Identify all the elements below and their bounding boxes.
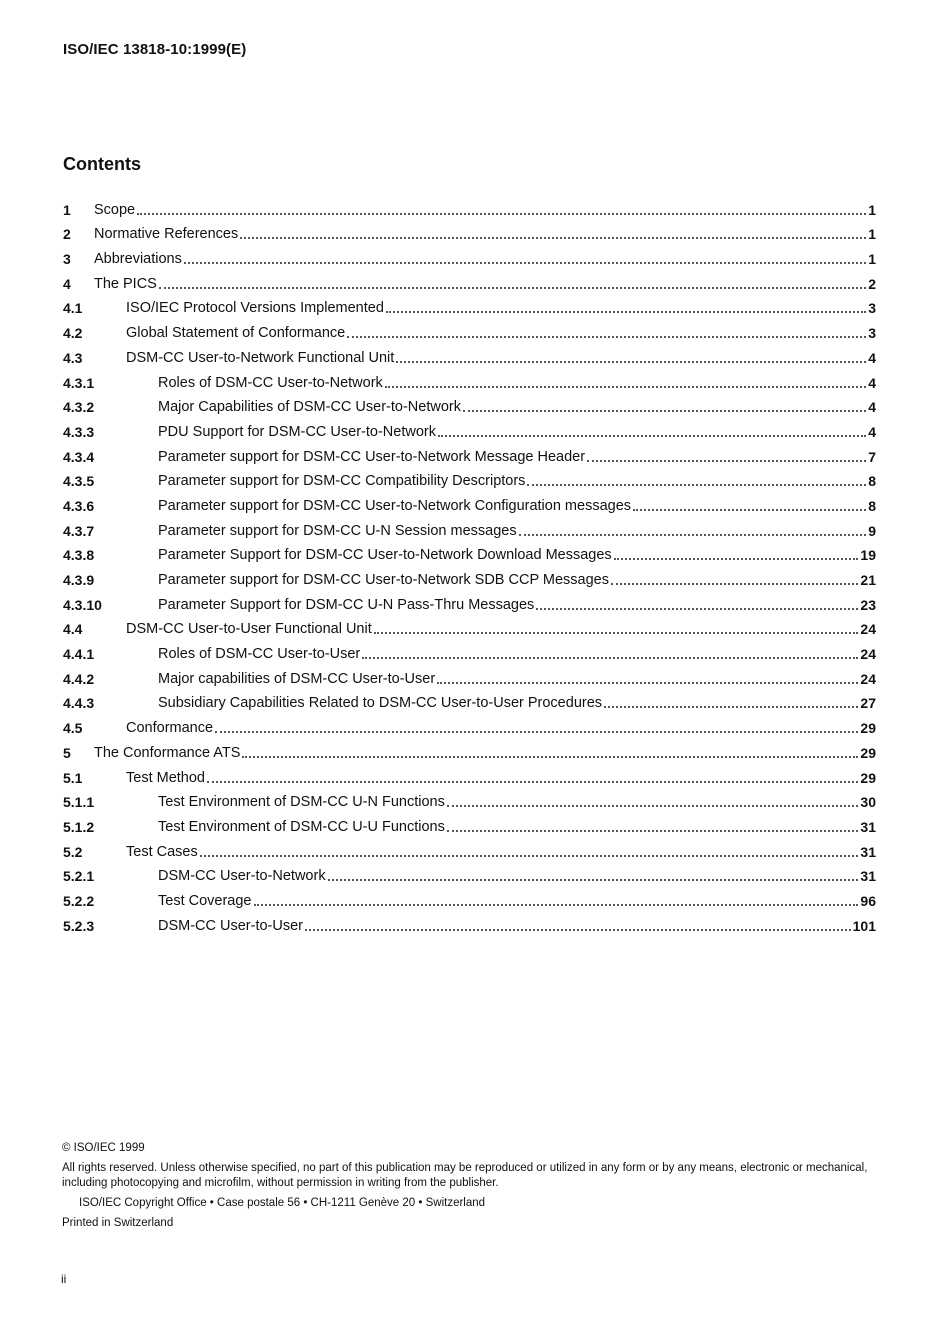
toc-dot-leader — [447, 829, 859, 832]
toc-entry[interactable] — [63, 588, 876, 613]
toc-entry-page: 4 — [868, 399, 876, 416]
toc-entry-number: 5.2 — [63, 843, 83, 860]
toc-entry-page: 29 — [860, 720, 876, 737]
toc-entry[interactable] — [63, 316, 876, 341]
toc-entry-title: The Conformance ATS — [94, 744, 241, 761]
toc-entry-page: 23 — [860, 596, 876, 613]
toc-entry-page: 31 — [860, 843, 876, 860]
toc-dot-leader — [438, 434, 866, 437]
toc-entry-page: 8 — [868, 497, 876, 514]
printed-location: Printed in Switzerland — [62, 1217, 174, 1229]
toc-dot-leader — [328, 878, 859, 881]
toc-entry[interactable] — [63, 267, 876, 292]
toc-entry-page: 29 — [860, 769, 876, 786]
toc-entry-number: 4.2 — [63, 325, 83, 342]
toc-entry-title: Roles of DSM-CC User-to-User — [158, 646, 361, 663]
toc-entry-page: 4 — [868, 349, 876, 366]
toc-entry[interactable] — [63, 465, 876, 490]
toc-entry[interactable] — [63, 637, 876, 662]
toc-entry-page: 101 — [852, 917, 876, 934]
toc-entry-title: Test Method — [126, 769, 205, 786]
toc-entry[interactable] — [63, 687, 876, 712]
toc-entry-number: 5.1.2 — [63, 818, 95, 835]
copyright-footer — [62, 1141, 882, 1231]
copyright-notice: © ISO/IEC 1999 — [62, 1142, 145, 1154]
toc-entry-title: DSM-CC User-to-Network — [158, 868, 326, 885]
toc-entry-number: 4.3.9 — [63, 572, 95, 588]
toc-entry[interactable] — [63, 761, 876, 786]
page-number: ii — [61, 1272, 67, 1286]
toc-entry-title: Parameter support for DSM-CC Compatibility Descriptors — [158, 473, 526, 490]
toc-entry-number: 4.1 — [63, 300, 83, 317]
toc-entry[interactable] — [63, 736, 876, 761]
toc-entry-title: Parameter Support for DSM-CC U-N Pass-Thru Messages — [158, 596, 535, 613]
toc-dot-leader — [527, 483, 866, 486]
toc-entry-title: Normative References — [94, 226, 239, 243]
toc-entry-page: 1 — [868, 201, 876, 218]
toc-entry-title: Global Statement of Conformance — [126, 325, 346, 342]
toc-entry-title: Parameter support for DSM-CC User-to-Network SDB CCP Messages — [158, 572, 609, 588]
toc-entry-page: 96 — [860, 892, 876, 909]
toc-dot-leader — [240, 236, 866, 239]
toc-dot-leader — [396, 360, 866, 363]
toc-entry-number: 4.5 — [63, 720, 83, 737]
toc-entry-page: 7 — [868, 448, 876, 465]
toc-entry[interactable] — [63, 366, 876, 391]
toc-entry-title: Scope — [94, 201, 136, 218]
toc-entry-title: Parameter support for DSM-CC U-N Session messages — [158, 522, 517, 539]
toc-entry-title: DSM-CC User-to-User Functional Unit — [126, 621, 372, 638]
toc-entry-number: 5 — [63, 744, 71, 761]
toc-entry-number: 4.3.3 — [63, 423, 95, 440]
toc-dot-leader — [463, 409, 866, 412]
toc-dot-leader — [305, 928, 851, 931]
toc-entry-page: 24 — [860, 646, 876, 663]
toc-entry-page: 31 — [860, 868, 876, 885]
toc-dot-leader — [604, 705, 858, 708]
toc-entry[interactable] — [63, 218, 876, 243]
toc-entry[interactable] — [63, 786, 876, 811]
document-id-header: ISO/IEC 13818-10:1999(E) — [63, 41, 247, 58]
toc-entry-page: 31 — [860, 818, 876, 835]
toc-entry-page: 30 — [860, 794, 876, 811]
toc-entry-page: 19 — [860, 547, 876, 564]
toc-entry[interactable] — [63, 489, 876, 514]
toc-entry-page: 24 — [860, 621, 876, 638]
toc-dot-leader — [207, 780, 858, 783]
toc-entry[interactable] — [63, 415, 876, 440]
toc-entry-number: 2 — [63, 226, 71, 243]
toc-entry[interactable] — [63, 514, 876, 539]
toc-entry-number: 5.2.2 — [63, 892, 95, 909]
toc-entry-title: Major Capabilities of DSM-CC User-to-Network — [158, 399, 461, 416]
toc-entry-number: 3 — [63, 251, 71, 268]
toc-entry[interactable] — [63, 563, 876, 588]
toc-entry[interactable] — [63, 440, 876, 465]
toc-dot-leader — [386, 310, 866, 313]
toc-dot-leader — [437, 681, 858, 684]
toc-entry-title: Parameter support for DSM-CC User-to-Network Configuration messages — [158, 497, 632, 514]
toc-entry-title: Abbreviations — [94, 251, 182, 268]
toc-dot-leader — [611, 582, 858, 585]
toc-dot-leader — [184, 261, 866, 264]
toc-entry-number: 4.3.10 — [63, 596, 102, 613]
toc-entry-number: 5.1.1 — [63, 794, 95, 811]
toc-entry-title: Test Coverage — [158, 892, 252, 909]
toc-dot-leader — [374, 631, 859, 634]
toc-entry-title: Subsidiary Capabilities Related to DSM-CC User-to-User Procedures — [158, 695, 603, 712]
toc-entry-title: Test Environment of DSM-CC U-U Functions — [158, 818, 445, 835]
toc-dot-leader — [536, 607, 858, 610]
rights-statement: All rights reserved. Unless otherwise specified, no part of this publication may be reproduced or utilized in any form or by any means, electronic or mechanical, including photocopying and microfilm, without permission in writing from the publisher. — [62, 1162, 868, 1189]
toc-entry-page: 1 — [868, 226, 876, 243]
toc-entry[interactable] — [63, 909, 876, 934]
toc-entry-number: 5.2.1 — [63, 868, 95, 885]
toc-entry-number: 4.4 — [63, 621, 83, 638]
toc-entry-title: DSM-CC User-to-User — [158, 917, 303, 934]
toc-dot-leader — [587, 459, 866, 462]
toc-entry-title: Conformance — [126, 720, 214, 737]
toc-entry-number: 4.3.8 — [63, 547, 95, 564]
toc-entry-title: ISO/IEC Protocol Versions Implemented — [126, 300, 384, 317]
toc-entry-number: 4.3 — [63, 349, 83, 366]
toc-entry-number: 4.3.5 — [63, 473, 95, 490]
toc-entry-number: 4.3.4 — [63, 448, 95, 465]
toc-entry[interactable] — [63, 193, 876, 218]
toc-entry-title: The PICS — [94, 275, 157, 292]
toc-entry[interactable] — [63, 711, 876, 736]
toc-entry-page: 2 — [868, 275, 876, 292]
toc-entry[interactable] — [63, 860, 876, 885]
toc-entry[interactable] — [63, 341, 876, 366]
toc-dot-leader — [254, 903, 859, 906]
toc-entry[interactable] — [63, 662, 876, 687]
copyright-office-address: ISO/IEC Copyright Office • Case postale 56 • CH-1211 Genève 20 • Switzerland — [79, 1197, 486, 1209]
contents-heading: Contents — [63, 154, 141, 174]
toc-entry-page: 4 — [868, 374, 876, 391]
toc-dot-leader — [362, 656, 858, 659]
toc-entry-title: Parameter Support for DSM-CC User-to-Network Download Messages — [158, 547, 612, 564]
toc-entry-number: 4.3.7 — [63, 522, 95, 539]
toc-entry-title: Test Cases — [126, 843, 198, 860]
toc-dot-leader — [242, 755, 858, 758]
toc-dot-leader — [633, 508, 866, 511]
toc-entry-page: 3 — [868, 325, 876, 342]
toc-entry-page: 29 — [860, 744, 876, 761]
toc-entry-title: Test Environment of DSM-CC U-N Functions — [158, 794, 445, 811]
toc-entry-number: 4.4.1 — [63, 646, 95, 663]
toc-entry-page: 21 — [860, 572, 876, 588]
toc-dot-leader — [385, 385, 866, 388]
toc-entry[interactable] — [63, 613, 876, 638]
toc-entry-number: 4.4.3 — [63, 695, 95, 712]
toc-dot-leader — [215, 730, 858, 733]
toc-entry-title: DSM-CC User-to-Network Functional Unit — [126, 349, 395, 366]
toc-entry[interactable] — [63, 810, 876, 835]
toc-entry-title: Major capabilities of DSM-CC User-to-User — [158, 670, 436, 687]
toc-entry-number: 4.3.6 — [63, 497, 95, 514]
toc-entry-page: 8 — [868, 473, 876, 490]
toc-entry-page: 27 — [860, 695, 876, 712]
toc-entry-number: 5.2.3 — [63, 917, 95, 934]
toc-entry[interactable] — [63, 884, 876, 909]
toc-dot-leader — [519, 533, 867, 536]
toc-entry-title: PDU Support for DSM-CC User-to-Network — [158, 423, 436, 440]
toc-entry-page: 3 — [868, 300, 876, 317]
toc-entry-title: Parameter support for DSM-CC User-to-Network Message Header — [158, 448, 586, 465]
toc-dot-leader — [447, 804, 859, 807]
toc-entry-page: 24 — [860, 670, 876, 687]
toc-entry[interactable] — [63, 835, 876, 860]
toc-dot-leader — [614, 557, 859, 560]
toc-entry[interactable] — [63, 539, 876, 564]
toc-entry-number: 1 — [63, 201, 71, 218]
toc-entry-page: 4 — [868, 423, 876, 440]
toc-entry-title: Roles of DSM-CC User-to-Network — [158, 374, 383, 391]
toc-entry-number: 4.3.2 — [63, 399, 95, 416]
toc-entry-number: 4.3.1 — [63, 374, 95, 391]
toc-entry-page: 9 — [868, 522, 876, 539]
toc-entry[interactable] — [63, 292, 876, 317]
toc-dot-leader — [159, 286, 866, 289]
toc-entry[interactable] — [63, 242, 876, 267]
toc-entry-number: 4.4.2 — [63, 670, 95, 687]
toc-dot-leader — [137, 212, 866, 215]
toc-dot-leader — [347, 335, 866, 338]
toc-dot-leader — [200, 854, 859, 857]
toc-entry[interactable] — [63, 391, 876, 416]
toc-entry-number: 4 — [63, 275, 71, 292]
toc-entry-page: 1 — [868, 251, 876, 268]
toc-entry-number: 5.1 — [63, 769, 83, 786]
table-of-contents — [63, 193, 876, 934]
